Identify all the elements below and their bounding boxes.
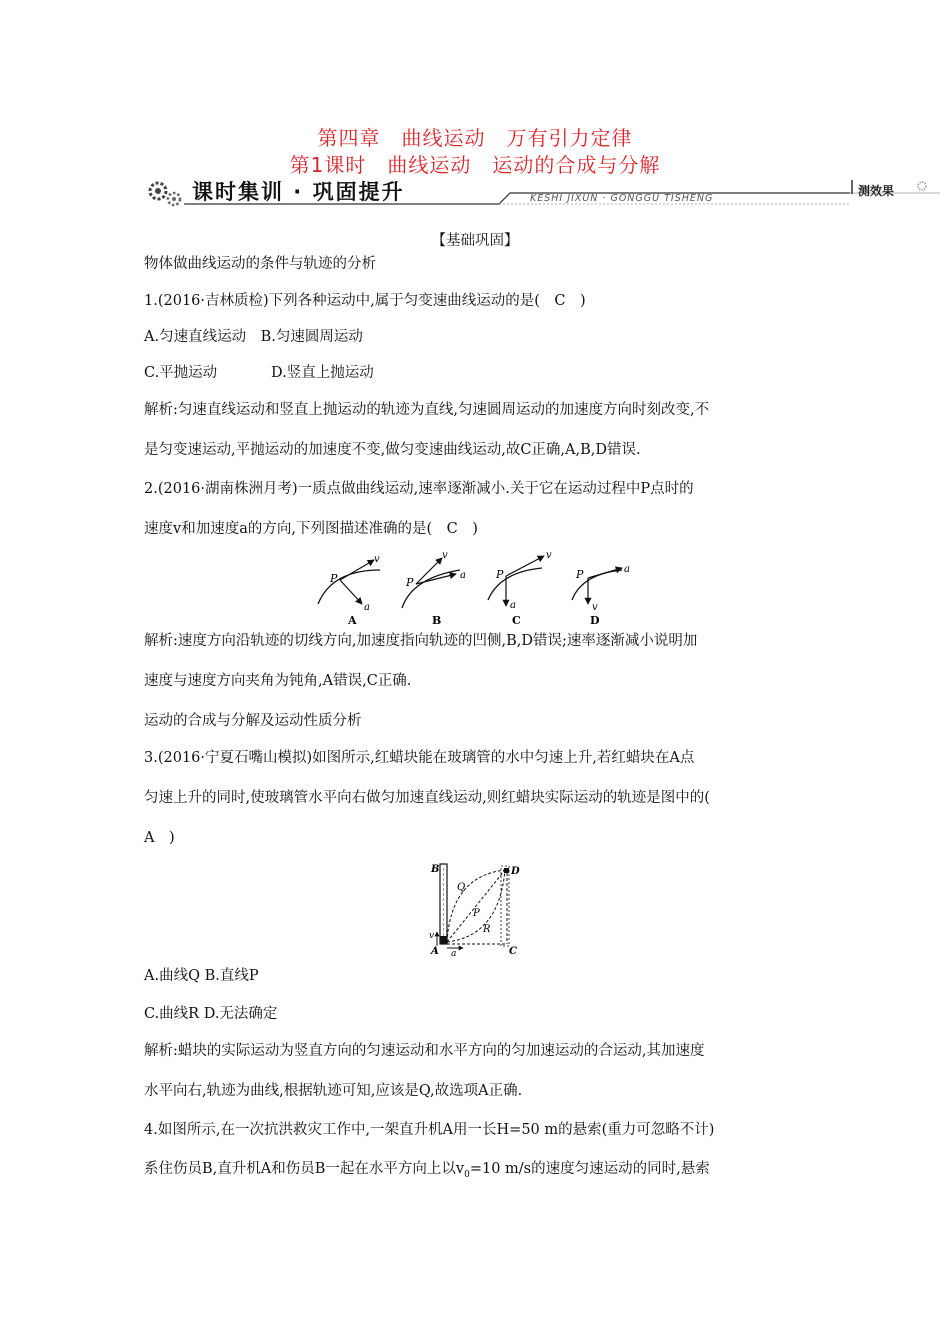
q3-stem-3: A ) — [144, 830, 175, 846]
q2-label-p-a: P — [330, 572, 338, 585]
q2-stem-2: 速度v和加速度a的方向,下列图描述准确的是( C ) — [144, 521, 478, 537]
topic-heading-1: 物体做曲线运动的条件与轨迹的分析 — [144, 256, 376, 272]
q3-explanation-1: 解析:蜡块的实际运动为竖直方向的匀速运动和水平方向的匀加速运动的合运动,其加速度 — [144, 1043, 705, 1059]
q4-stem-2 — [144, 1159, 710, 1185]
q3-options-ab: A.曲线Q B.直线P — [144, 968, 259, 984]
q2-label-v-c: v — [546, 550, 552, 561]
q2-explanation-1: 解析:速度方向沿轨迹的切线方向,加速度指向轨迹的凹侧,B,D错误;速率逐渐减小说明加 — [144, 633, 698, 649]
q2-explanation-2: 速度与速度方向夹角为钝角,A错误,C正确. — [144, 673, 412, 689]
q4-stem-2-sub: 0 — [464, 1169, 470, 1180]
q2-label-a-a: a — [364, 602, 370, 613]
q2-label-p-b: P — [406, 576, 414, 589]
q2-stem-1: 2.(2016·湖南株洲月考)一质点做曲线运动,速率逐渐减小.关于它在运动过程中P点时的 — [144, 481, 694, 497]
q3-explanation-2: 水平向右,轨迹为曲线,根据轨迹可知,应该是Q,故选项A正确. — [144, 1083, 523, 1099]
q3-label-c: C — [509, 946, 517, 957]
q2-label-a-d: a — [624, 564, 630, 575]
q1-option-c: C.平抛运动 — [144, 365, 218, 381]
q2-diagram-b — [402, 550, 466, 626]
q2-label-a-c: a — [510, 600, 516, 611]
q2-label-a-b: a — [460, 570, 466, 581]
wax-block — [441, 936, 447, 944]
q4-stem-2-pre: 系住伤员B,直升机A和伤员B一起在水平方向上以v — [144, 1161, 465, 1177]
q1-explanation-2: 是匀变速运动,平抛运动的加速度不变,做匀变速曲线运动,故C正确,A,B,D错误. — [144, 442, 641, 458]
q2-label-p-d: P — [576, 568, 584, 581]
q3-label-q: Q — [457, 882, 466, 893]
q3-label-a-point: A — [431, 946, 439, 957]
gears-icon — [150, 183, 180, 205]
q1-stem: 1.(2016·吉林质检)下列各种运动中,属于匀变速曲线运动的是( C ) — [144, 293, 586, 309]
q3-label-d: D — [511, 866, 520, 877]
q4-stem-1: 4.如图所示,在一次抗洪救灾工作中,一架直升机A用一长H=50 m的悬索(重力可忽略不计) — [144, 1122, 715, 1138]
q3-label-accel: a — [451, 949, 457, 958]
q2-diagram-label-a: A — [348, 614, 357, 626]
q3-label-r: R — [483, 924, 491, 935]
q2-diagram-d — [572, 564, 630, 626]
q2-label-v-b: v — [442, 550, 448, 561]
topic-heading-2: 运动的合成与分解及运动性质分析 — [144, 713, 362, 729]
q3-options-cd: C.曲线R D.无法确定 — [144, 1006, 278, 1022]
banner-title: 课时集训 · 巩固提升 — [192, 180, 405, 204]
q2-label-v-d: v — [592, 602, 598, 613]
lesson-title: 第1课时 曲线运动 运动的合成与分解 — [289, 153, 661, 177]
q3-stem-1: 3.(2016·宁夏石嘴山模拟)如图所示,红蜡块能在玻璃管的水中匀速上升,若红蜡块在A点 — [144, 750, 695, 766]
q3-label-b: B — [431, 864, 440, 875]
q2-figure — [310, 548, 640, 626]
chapter-title: 第四章 曲线运动 万有引力定律 — [317, 126, 633, 150]
q3-figure — [425, 858, 525, 958]
q2-diagram-label-b: B — [432, 614, 442, 626]
banner-tag: 测效果 — [858, 184, 895, 198]
banner-subtitle: KESHI JIXUN · GONGGU TISHENG — [530, 193, 714, 204]
q1-options-ab: A.匀速直线运动 B.匀速圆周运动 — [144, 329, 363, 345]
q2-diagram-label-d: D — [590, 614, 600, 626]
q2-diagram-label-c: C — [512, 614, 521, 626]
q3-stem-2: 匀速上升的同时,使玻璃管水平向右做匀加速直线运动,则红蜡块实际运动的轨迹是图中的( — [144, 790, 710, 806]
q4-stem-2-post: =10 m/s的速度匀速运动的同时,悬索 — [469, 1161, 710, 1177]
q3-label-p: P — [473, 908, 480, 919]
q2-label-p-c: P — [496, 568, 504, 581]
q3-label-v: v — [429, 931, 435, 941]
section-heading: 【基础巩固】 — [431, 233, 519, 249]
q1-option-d: D.竖直上抛运动 — [271, 365, 374, 381]
q1-explanation-1: 解析:匀速直线运动和竖直上抛运动的轨迹为直线,匀速圆周运动的加速度方向时刻改变,不 — [144, 402, 710, 418]
q2-diagram-a — [318, 554, 380, 626]
q2-diagram-c — [488, 550, 552, 626]
q2-label-v-a: v — [374, 554, 380, 565]
